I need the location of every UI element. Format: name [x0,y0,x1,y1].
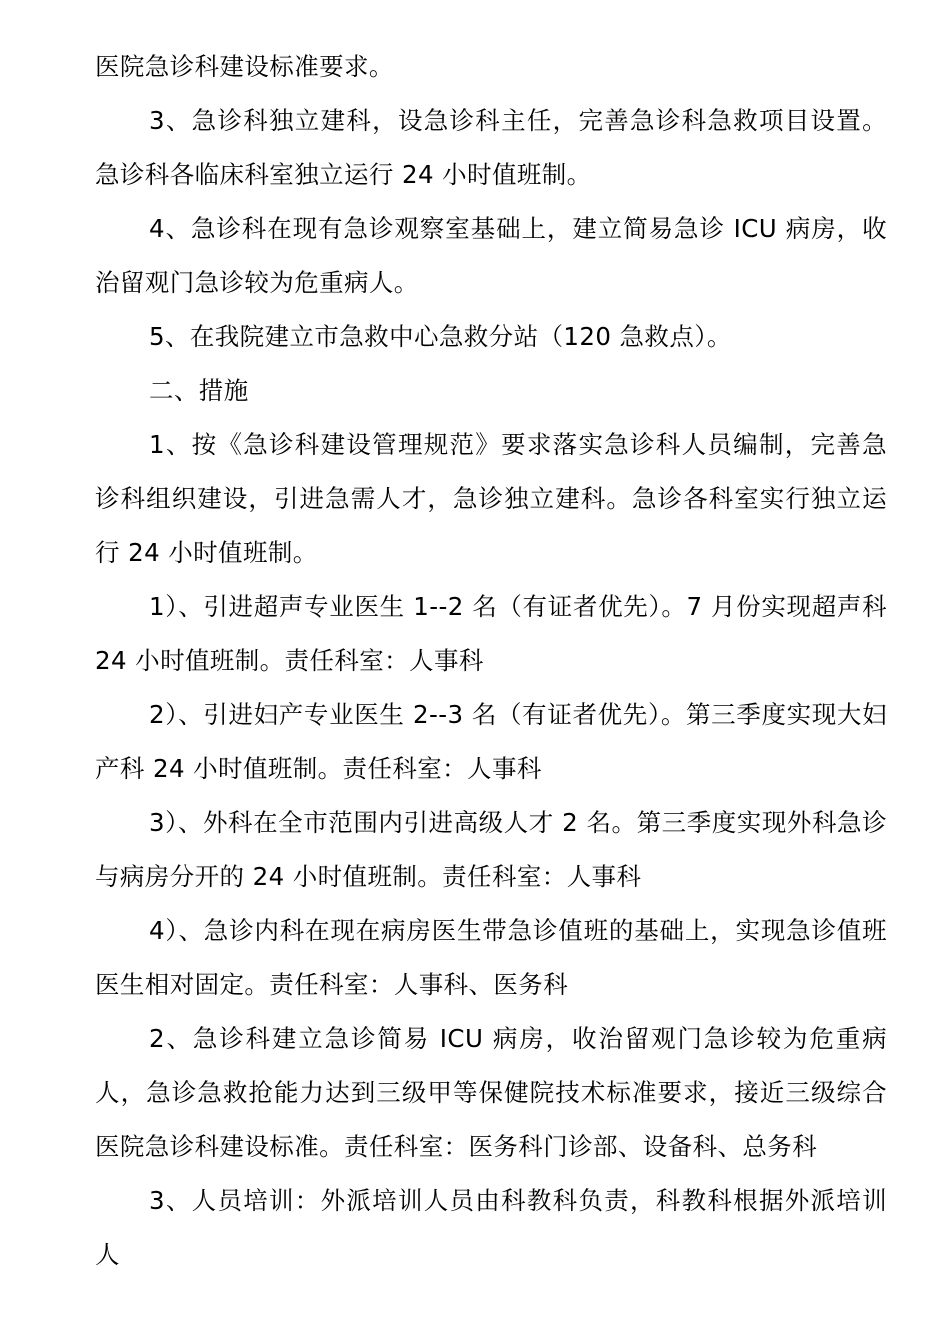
paragraph-10: 4）、急诊内科在现在病房医生带急诊值班的基础上，实现急诊值班医生相对固定。责任科室：人事科、医务科 [95,916,887,999]
paragraph-3: 4、急诊科在现有急诊观察室基础上，建立简易急诊 ICU 病房，收治留观门急诊较为危重病人。 [95,214,887,297]
paragraph-4: 5、在我院建立市急救中心急救分站（120 急救点）。 [149,322,732,351]
document-page [95,40,887,1282]
paragraph-12: 3、人员培训：外派培训人员由科教科负责，科教科根据外派培训人 [95,1186,887,1269]
paragraph-9: 3）、外科在全市范围内引进高级人才 2 名。第三季度实现外科急诊与病房分开的 24 小时值班制。责任科室：人事科 [95,808,887,891]
paragraph-7: 1）、引进超声专业医生 1--2 名（有证者优先）。7 月份实现超声科 24 小时值班制。责任科室：人事科 [95,592,887,675]
paragraph-6: 1、按《急诊科建设管理规范》要求落实急诊科人员编制，完善急诊科组织建设，引进急需人才，急诊独立建科。急诊各科室实行独立运行 24 小时值班制。 [95,430,887,567]
paragraph-8: 2）、引进妇产专业医生 2--3 名（有证者优先）。第三季度实现大妇产科 24 小时值班制。责任科室：人事科 [95,700,887,783]
paragraph-11: 2、急诊科建立急诊简易 ICU 病房，收治留观门急诊较为危重病人，急诊急救抢能力达到三级甲等保健院技术标准要求，接近三级综合医院急诊科建设标准。责任科室：医务科门诊部、设备科、总务科 [95,1024,887,1161]
section-heading-measures: 二、措施 [149,376,249,405]
paragraph-2: 3、急诊科独立建科，设急诊科主任，完善急诊科急救项目设置。急诊科各临床科室独立运行 24 小时值班制。 [95,106,887,189]
paragraph-1: 医院急诊科建设标准要求。 [95,52,394,81]
